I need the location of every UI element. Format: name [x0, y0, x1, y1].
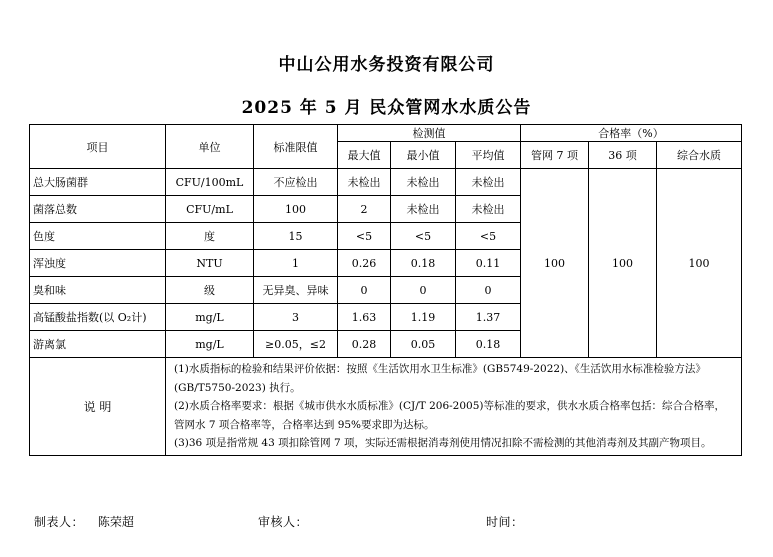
notes-label: 说 明: [30, 358, 166, 456]
cell-max: 0: [338, 277, 391, 304]
cell-item: 菌落总数: [30, 196, 166, 223]
cell-min: 未检出: [391, 169, 456, 196]
cell-item: 臭和味: [30, 277, 166, 304]
cell-unit: CFU/100mL: [166, 169, 254, 196]
notes-row: [30, 358, 742, 456]
header-max: 最大值: [338, 142, 391, 169]
header-avg: 平均值: [456, 142, 521, 169]
cell-unit: mg/L: [166, 331, 254, 358]
pass-pipe-value: 100: [521, 169, 589, 358]
reviewer-label: 审核人：: [258, 515, 309, 529]
cell-item: 色度: [30, 223, 166, 250]
cell-avg: 未检出: [456, 196, 521, 223]
notes-content: [166, 358, 742, 456]
cell-min: <5: [391, 223, 456, 250]
cell-min: 0.18: [391, 250, 456, 277]
prepared-by: [34, 513, 134, 530]
water-quality-table: [29, 124, 742, 456]
header-pass-total: 综合水质: [657, 142, 742, 169]
cell-min: 未检出: [391, 196, 456, 223]
pass-total-value: 100: [657, 169, 742, 358]
header-limit: 标准限值: [254, 125, 338, 169]
cell-limit: 3: [254, 304, 338, 331]
cell-avg: 未检出: [456, 169, 521, 196]
note-2: (2)水质合格率要求：根据《城市供水水质标准》(CJ/T 206-2005)等标准的要求，供水水质合格率包括：综合合格率，管网水 7 项合格率等，合格率达到 95%要求即为达标。: [174, 400, 725, 431]
cell-limit: 15: [254, 223, 338, 250]
company-title: 中山公用水务投资有限公司: [278, 55, 495, 75]
report-title: 2025 年 5 月 民众管网水水质公告: [241, 98, 532, 118]
cell-item: 浑浊度: [30, 250, 166, 277]
header-pass-36: 36 项: [589, 142, 657, 169]
cell-limit: 不应检出: [254, 169, 338, 196]
cell-limit: 无异臭、异味: [254, 277, 338, 304]
note-1: (1)水质指标的检验和结果评价依据：按照《生活饮用水卫生标准》(GB5749-2022)、《生活饮用水标准检验方法》 (GB/T5750-2023) 执行。: [174, 363, 706, 394]
cell-item: 总大肠菌群: [30, 169, 166, 196]
cell-unit: 级: [166, 277, 254, 304]
prepared-name: 陈荣超: [97, 515, 134, 529]
cell-avg: 1.37: [456, 304, 521, 331]
cell-max: 0.28: [338, 331, 391, 358]
cell-limit: 100: [254, 196, 338, 223]
cell-max: 1.63: [338, 304, 391, 331]
cell-limit: 1: [254, 250, 338, 277]
cell-unit: NTU: [166, 250, 254, 277]
table-row: [30, 169, 742, 196]
cell-avg: 0.18: [456, 331, 521, 358]
cell-max: 0.26: [338, 250, 391, 277]
header-pass-pipe: 管网 7 项: [521, 142, 589, 169]
note-3: (3)36 项是指常规 43 项扣除管网 7 项，实际还需根据消毒剂使用情况扣除不需检测的其他消毒剂及其副产物项目。: [174, 437, 712, 449]
header-unit: 单位: [166, 125, 254, 169]
reviewer: [258, 513, 308, 530]
cell-unit: mg/L: [166, 304, 254, 331]
cell-max: <5: [338, 223, 391, 250]
cell-min: 0: [391, 277, 456, 304]
pass-36-value: 100: [589, 169, 657, 358]
header-min: 最小值: [391, 142, 456, 169]
time-label: 时间：: [486, 515, 524, 529]
cell-item: 游离氯: [30, 331, 166, 358]
cell-min: 0.05: [391, 331, 456, 358]
cell-avg: 0: [456, 277, 521, 304]
time: [486, 513, 524, 530]
cell-max: 2: [338, 196, 391, 223]
cell-avg: <5: [456, 223, 521, 250]
cell-unit: CFU/mL: [166, 196, 254, 223]
cell-item: 高锰酸盐指数(以 O₂计): [30, 304, 166, 331]
header-detect: 检测值: [338, 125, 521, 142]
prepared-label: 制表人：: [34, 515, 85, 529]
cell-max: 未检出: [338, 169, 391, 196]
header-pass-rate: 合格率（%）: [521, 125, 742, 142]
header-item: 项目: [30, 125, 166, 169]
cell-min: 1.19: [391, 304, 456, 331]
cell-limit: ≥0.05，≤2: [254, 331, 338, 358]
cell-avg: 0.11: [456, 250, 521, 277]
cell-unit: 度: [166, 223, 254, 250]
